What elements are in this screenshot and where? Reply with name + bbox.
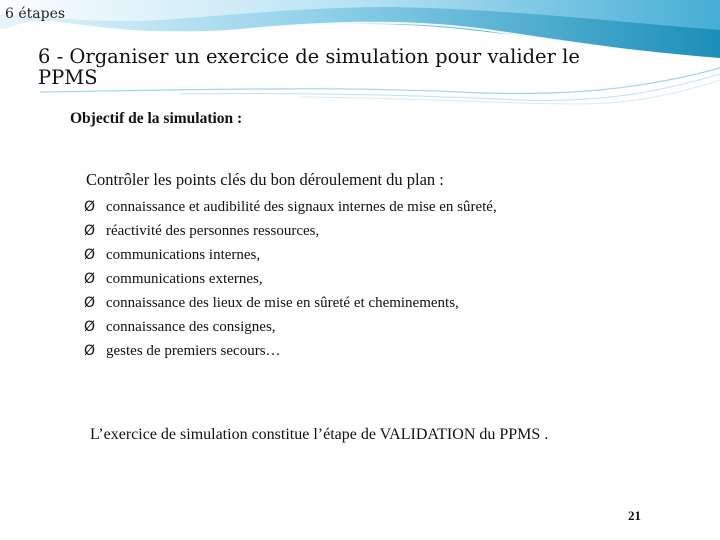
list-item-text: gestes de premiers secours…: [106, 343, 281, 359]
arrow-bullet-icon: Ø: [84, 271, 96, 287]
list-item: [84, 269, 497, 293]
list-item-text: communications internes,: [106, 247, 261, 263]
arrow-bullet-icon: Ø: [84, 295, 96, 311]
page-number: 21: [628, 508, 641, 523]
arrow-bullet-icon: Ø: [84, 343, 96, 359]
arrow-bullet-icon: Ø: [84, 199, 96, 215]
arrow-bullet-icon: Ø: [84, 319, 96, 335]
list-item: [84, 197, 497, 221]
list-item: [84, 245, 497, 269]
list-item: [84, 317, 497, 341]
list-item-text: connaissance des consignes,: [106, 319, 276, 335]
objective-heading: Objectif de la simulation :: [70, 110, 243, 127]
list-item-text: communications externes,: [106, 271, 263, 287]
conclusion-text: L’exercice de simulation constitue l’étape de VALIDATION du PPMS .: [90, 426, 549, 443]
slide-title: 6 - Organiser un exercice de simulation pour valider le PPMS: [38, 45, 580, 89]
list-item-text: réactivité des personnes ressources,: [106, 223, 320, 239]
key-points-list: [84, 197, 497, 365]
list-item-text: connaissance et audibilité des signaux internes de mise en sûreté,: [106, 199, 497, 215]
list-item: [84, 341, 497, 365]
section-label: 6 étapes: [5, 6, 66, 22]
intro-text: Contrôler les points clés du bon déroulement du plan :: [86, 170, 444, 189]
arrow-bullet-icon: Ø: [84, 247, 96, 263]
list-item-text: connaissance des lieux de mise en sûreté et cheminements,: [106, 295, 459, 311]
list-item: [84, 221, 497, 245]
arrow-bullet-icon: Ø: [84, 223, 96, 239]
list-item: [84, 293, 497, 317]
